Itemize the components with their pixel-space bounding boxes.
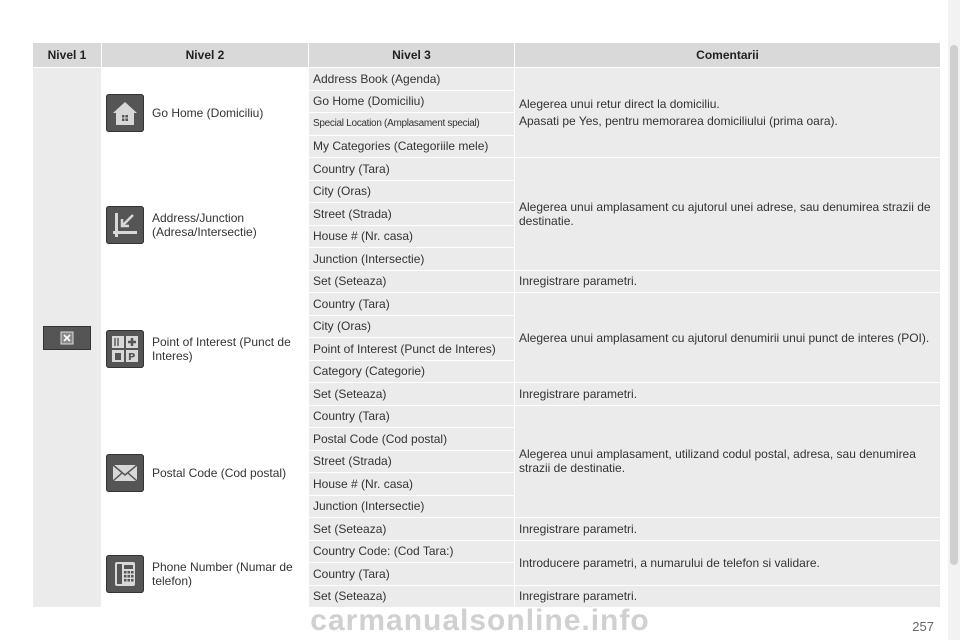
level3-item[interactable]: Country (Tara) [309,405,515,428]
comment-cell [515,68,941,158]
level2-cell-address [102,158,309,293]
comment-cell: Alegerea unui amplasament, utilizand codul postal, adresa, sau denumirea strazii de destinatie. [515,405,941,518]
level3-item[interactable]: Postal Code (Cod postal) [309,428,515,451]
navigation-destination-icon [43,326,91,350]
home-icon [106,94,144,132]
comment-line: Apasati pe Yes, pentru memorarea domiciliului (prima oara). [519,113,838,128]
junction-icon [106,206,144,244]
set-comment: Inregistrare parametri. [515,585,941,608]
level3-item[interactable]: House # (Nr. casa) [309,225,515,248]
level3-item[interactable]: Street (Strada) [309,203,515,226]
level3-item[interactable]: Country (Tara) [309,563,515,586]
set-comment: Inregistrare parametri. [515,383,941,406]
table-row [33,405,941,428]
header-nivel-1: Nivel 1 [33,43,102,68]
envelope-icon [106,454,144,492]
table-row [33,158,941,181]
level2-label: Address/Junction (Adresa/Intersectie) [152,211,257,239]
svg-text:P: P [128,351,136,363]
comment-line: Alegerea unui retur direct la domiciliu. [519,97,720,112]
level2-label: Go Home (Domiciliu) [152,105,264,120]
set-item[interactable]: Set (Seteaza) [309,518,515,541]
menu-table [32,42,941,608]
level3-item[interactable]: Category (Categorie) [309,360,515,383]
phone-icon [106,555,144,593]
scrollbar-thumb[interactable] [950,45,958,565]
level3-item[interactable]: Go Home (Domiciliu) [309,90,515,113]
poi-icon [106,330,144,368]
level2-cell-postal [102,405,309,540]
watermark: carmanualsonline.info [310,604,650,637]
level3-item[interactable]: Junction (Intersectie) [309,495,515,518]
level2-label: Phone Number (Numar de telefon) [152,559,293,588]
level2-cell-go-home [102,68,309,158]
set-comment: Inregistrare parametri. [515,518,941,541]
level3-item[interactable]: Street (Strada) [309,450,515,473]
set-item[interactable]: Set (Seteaza) [309,383,515,406]
comment-cell: Introducere parametri, a numarului de telefon si validare. [515,540,941,585]
page-number: 257 [912,619,934,634]
set-item[interactable]: Set (Seteaza) [309,585,515,608]
level2-cell-phone [102,540,309,608]
header-nivel-3: Nivel 3 [309,43,515,68]
level1-cell [33,68,102,608]
set-item[interactable]: Set (Seteaza) [309,270,515,293]
level3-item[interactable]: Address Book (Agenda) [309,68,515,91]
level3-item[interactable]: House # (Nr. casa) [309,473,515,496]
level3-item[interactable]: City (Oras) [309,315,515,338]
scrollbar[interactable] [948,0,960,640]
set-comment: Inregistrare parametri. [515,270,941,293]
level3-item[interactable]: Country (Tara) [309,158,515,181]
level3-item[interactable]: Junction (Intersectie) [309,248,515,271]
comment-cell: Alegerea unui amplasament cu ajutorul denumirii unui punct de interes (POI). [515,293,941,383]
level3-item[interactable]: Point of Interest (Punct de Interes) [309,338,515,361]
level2-label: Point of Interest (Punct de Interes) [152,334,291,363]
level3-item[interactable]: Country (Tara) [309,293,515,316]
header-comentarii: Comentarii [515,43,941,68]
level2-cell-poi [102,293,309,406]
table-row [33,293,941,316]
table-row [33,68,941,91]
header-nivel-2: Nivel 2 [102,43,309,68]
comment-cell: Alegerea unui amplasament cu ajutorul unei adrese, sau denumirea strazii de destinatie. [515,158,941,271]
level2-label: Postal Code (Cod postal) [152,465,287,480]
table-row [33,540,941,563]
level3-item[interactable]: Special Location (Amplasament special) [309,113,515,136]
table-header-row [33,43,941,68]
level3-item[interactable]: Country Code: (Cod Tara:) [309,540,515,563]
level3-item[interactable]: My Categories (Categoriile mele) [309,135,515,158]
level3-item[interactable]: City (Oras) [309,180,515,203]
